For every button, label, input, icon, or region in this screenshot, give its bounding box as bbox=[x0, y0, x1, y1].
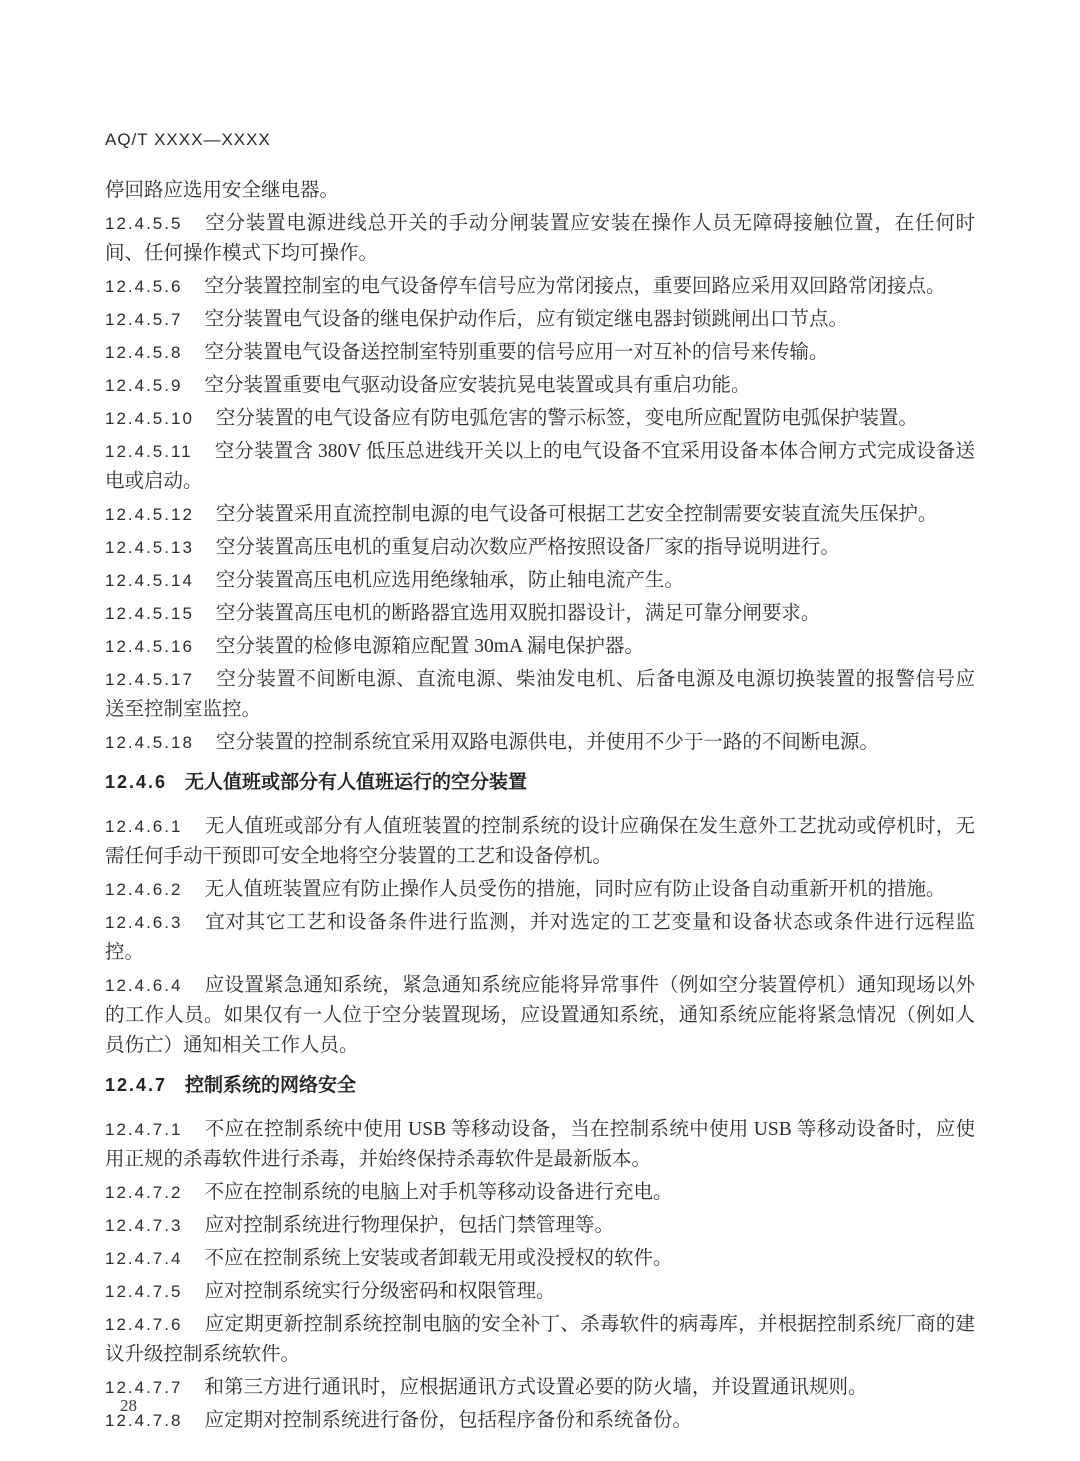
clause-text: 空分装置高压电机的断路器宜选用双脱扣器设计，满足可靠分闸要求。 bbox=[215, 603, 821, 624]
clause-paragraph bbox=[105, 632, 975, 662]
clause-text: 宜对其它工艺和设备条件进行监测，并对选定的工艺变量和设备状态或条件进行远程监控。 bbox=[105, 912, 975, 963]
clause-text: 空分装置重要电气驱动设备应安装抗晃电装置或具有重启功能。 bbox=[204, 375, 751, 396]
clause-text: 应设置紧急通知系统，紧急通知系统应能将异常事件（例如空分装置停机）通知现场以外的工作人员。如果仅有一人位于空分装置现场，应设置通知系统，通知系统应能将紧急情况（例如人员伤亡）通知相关工作人员。 bbox=[105, 975, 975, 1056]
clause-number: 12.4.5.10 bbox=[105, 409, 194, 428]
clause-number: 12.4.7.4 bbox=[105, 1249, 183, 1268]
clause-text: 无人值班装置应有防止操作人员受伤的措施，同时应有防止设备自动重新开机的措施。 bbox=[204, 879, 946, 900]
clause-text: 和第三方进行通讯时，应根据通讯方式设置必要的防火墙，并设置通讯规则。 bbox=[204, 1377, 868, 1398]
clause-paragraph bbox=[105, 566, 975, 596]
clause-paragraph bbox=[105, 500, 975, 530]
clause-text: 空分装置电源进线总开关的手动分闸装置应安装在操作人员无障碍接触位置，在任何时间、任何操作模式下均可操作。 bbox=[105, 213, 975, 264]
clause-paragraph bbox=[105, 272, 975, 302]
section-heading bbox=[105, 767, 975, 798]
clause-text: 应对控制系统进行物理保护，包括门禁管理等。 bbox=[204, 1215, 614, 1236]
clause-paragraph bbox=[105, 599, 975, 629]
clause-text: 空分装置高压电机应选用绝缘轴承，防止轴电流产生。 bbox=[215, 570, 684, 591]
clause-number: 12.4.5.8 bbox=[105, 343, 183, 362]
document-standard-number: AQ/T XXXX—XXXX bbox=[105, 130, 271, 149]
clause-number: 12.4.6.1 bbox=[105, 817, 183, 836]
clause-text: 应定期更新控制系统控制电脑的安全补丁、杀毒软件的病毒库，并根据控制系统厂商的建议升级控制系统软件。 bbox=[105, 1314, 975, 1365]
clause-paragraph bbox=[105, 971, 975, 1061]
clause-number: 12.4.6 bbox=[105, 772, 168, 792]
clause-paragraph bbox=[105, 1244, 975, 1274]
clause-text: 空分装置含 380V 低压总进线开关以上的电气设备不宜采用设备本体合闸方式完成设备送电或启动。 bbox=[105, 441, 975, 492]
clause-text: 应对控制系统实行分级密码和权限管理。 bbox=[204, 1281, 556, 1302]
clause-paragraph bbox=[105, 437, 975, 497]
clause-number: 12.4.5.18 bbox=[105, 733, 194, 752]
clause-number: 12.4.7 bbox=[105, 1075, 168, 1095]
clause-number: 12.4.5.12 bbox=[105, 505, 194, 524]
clause-paragraph bbox=[105, 875, 975, 905]
clause-text: 空分装置电气设备送控制室特别重要的信号应用一对互补的信号来传输。 bbox=[204, 342, 829, 363]
clause-number: 12.4.7.2 bbox=[105, 1183, 183, 1202]
heading-text: 控制系统的网络安全 bbox=[185, 1075, 357, 1096]
clause-paragraph bbox=[105, 1277, 975, 1307]
clause-text: 空分装置不间断电源、直流电源、柴油发电机、后备电源及电源切换装置的报警信号应送至控制室监控。 bbox=[105, 669, 975, 720]
clause-paragraph bbox=[105, 305, 975, 335]
clause-text: 不应在控制系统上安装或者卸载无用或没授权的软件。 bbox=[204, 1248, 673, 1269]
clause-number: 12.4.5.16 bbox=[105, 637, 194, 656]
clause-paragraph bbox=[105, 728, 975, 758]
clause-paragraph bbox=[105, 908, 975, 968]
clause-paragraph bbox=[105, 209, 975, 269]
clause-text: 空分装置采用直流控制电源的电气设备可根据工艺安全控制需要安装直流失压保护。 bbox=[215, 504, 938, 525]
clause-paragraph bbox=[105, 338, 975, 368]
clause-number: 12.4.5.11 bbox=[105, 442, 193, 461]
clause-paragraph bbox=[105, 404, 975, 434]
clause-number: 12.4.5.5 bbox=[105, 214, 183, 233]
clause-text: 停回路应选用安全继电器。 bbox=[105, 180, 340, 201]
clause-number: 12.4.7.6 bbox=[105, 1315, 183, 1334]
clause-number: 12.4.5.6 bbox=[105, 277, 183, 296]
clause-paragraph bbox=[105, 1373, 975, 1403]
section-heading bbox=[105, 1070, 975, 1101]
clause-number: 12.4.7.1 bbox=[105, 1120, 183, 1139]
document-body bbox=[105, 176, 975, 1436]
clause-number: 12.4.6.2 bbox=[105, 880, 183, 899]
clause-number: 12.4.6.4 bbox=[105, 976, 183, 995]
clause-number: 12.4.5.13 bbox=[105, 538, 194, 557]
clause-paragraph bbox=[105, 1406, 975, 1436]
clause-number: 12.4.7.7 bbox=[105, 1378, 183, 1397]
clause-paragraph bbox=[105, 1115, 975, 1175]
clause-number: 12.4.7.3 bbox=[105, 1216, 183, 1235]
clause-text: 不应在控制系统中使用 USB 等移动设备，当在控制系统中使用 USB 等移动设备时，应使用正规的杀毒软件进行杀毒，并始终保持杀毒软件是最新版本。 bbox=[105, 1119, 975, 1170]
clause-text: 空分装置控制室的电气设备停车信号应为常闭接点，重要回路应采用双回路常闭接点。 bbox=[204, 276, 946, 297]
clause-text: 空分装置的检修电源箱应配置 30mA 漏电保护器。 bbox=[215, 636, 644, 657]
clause-text: 无人值班或部分有人值班装置的控制系统的设计应确保在发生意外工艺扰动或停机时，无需任何手动干预即可安全地将空分装置的工艺和设备停机。 bbox=[105, 816, 975, 867]
page-number: 28 bbox=[120, 1396, 137, 1415]
continuation-paragraph bbox=[105, 176, 975, 206]
clause-paragraph bbox=[105, 665, 975, 725]
clause-paragraph bbox=[105, 1310, 975, 1370]
clause-text: 空分装置电气设备的继电保护动作后，应有锁定继电器封锁跳闸出口节点。 bbox=[204, 309, 848, 330]
clause-number: 12.4.7.5 bbox=[105, 1282, 183, 1301]
clause-text: 应定期对控制系统进行备份，包括程序备份和系统备份。 bbox=[204, 1410, 692, 1431]
clause-paragraph bbox=[105, 812, 975, 872]
clause-text: 空分装置的电气设备应有防电弧危害的警示标签，变电所应配置防电弧保护装置。 bbox=[215, 408, 918, 429]
clause-text: 不应在控制系统的电脑上对手机等移动设备进行充电。 bbox=[204, 1182, 673, 1203]
clause-number: 12.4.6.3 bbox=[105, 913, 183, 932]
clause-number: 12.4.5.15 bbox=[105, 604, 194, 623]
clause-number: 12.4.5.17 bbox=[105, 670, 194, 689]
clause-paragraph bbox=[105, 371, 975, 401]
clause-paragraph bbox=[105, 1178, 975, 1208]
clause-number: 12.4.5.14 bbox=[105, 571, 194, 590]
clause-text: 空分装置的控制系统宜采用双路电源供电，并使用不少于一路的不间断电源。 bbox=[215, 732, 879, 753]
clause-number: 12.4.5.7 bbox=[105, 310, 183, 329]
clause-paragraph bbox=[105, 533, 975, 563]
clause-number: 12.4.5.9 bbox=[105, 376, 183, 395]
heading-text: 无人值班或部分有人值班运行的空分装置 bbox=[185, 772, 528, 793]
clause-number: 12.4.7.8 bbox=[105, 1411, 183, 1430]
clause-paragraph bbox=[105, 1211, 975, 1241]
clause-text: 空分装置高压电机的重复启动次数应严格按照设备厂家的指导说明进行。 bbox=[215, 537, 840, 558]
